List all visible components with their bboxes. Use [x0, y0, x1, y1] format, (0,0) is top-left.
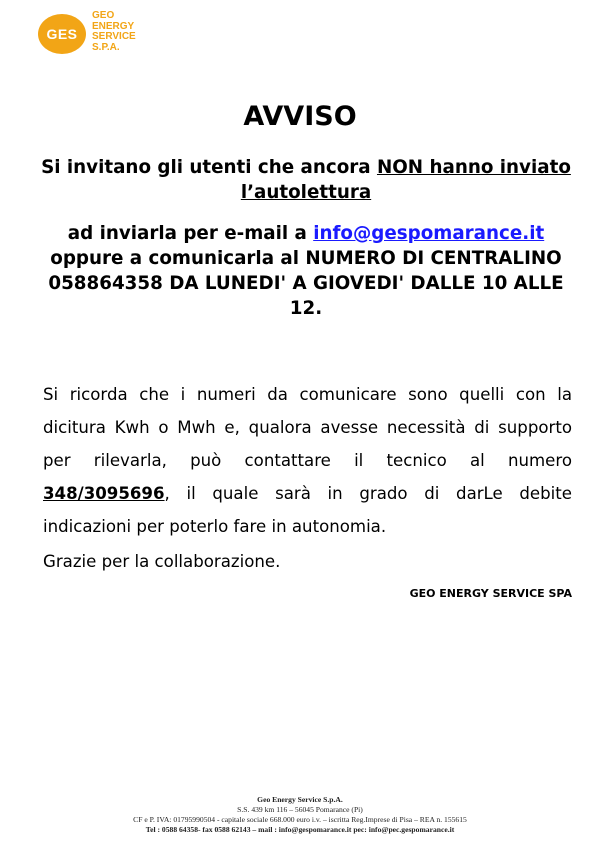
- instructions-text-before: ad inviarla per e-mail a: [67, 223, 314, 244]
- intro-text: Si invitano gli utenti che ancora: [41, 157, 377, 178]
- footer-address: S.S. 439 km 116 – 56045 Pomarance (Pi): [237, 805, 363, 814]
- footer: [0, 795, 600, 835]
- logo-line-2: ENERGY: [92, 20, 135, 32]
- company-logo: [38, 11, 158, 57]
- instructions-text-after: oppure a comunicarla al NUMERO DI CENTRALINO 058864358 DA LUNEDI' A GIOVEDI' DALLE 10 ALLE 12.: [48, 248, 564, 319]
- notice-instructions: [30, 221, 582, 321]
- reminder-text-before: Si ricorda che i numeri da comunicare sono quelli con la dicitura Kwh o Mwh e, qualora avesse necessità di supporto per rilevarla, può contattare il tecnico al numero: [43, 385, 572, 470]
- footer-fiscal: CF e P. IVA: 01795990504 - capitale sociale 668.000 euro i.v. – iscritta Reg.Imprese di Pisa – REA n. 155615: [133, 815, 467, 824]
- email-link[interactable]: info@gespomarance.it: [313, 223, 545, 244]
- logo-badge: GES: [38, 14, 86, 54]
- notice-intro: [30, 155, 582, 205]
- notice-title: AVVISO: [243, 101, 357, 132]
- footer-contacts: Tel : 0588 64358- fax 0588 62143 – mail : info@gespomarance.it pec: info@pec.gespomarance.it: [145, 825, 455, 834]
- intro-underlined-text: NON hanno inviato l’autolettura: [240, 157, 571, 203]
- logo-wordmark: [92, 11, 136, 53]
- footer-company: Geo Energy Service S.p.A.: [257, 795, 343, 804]
- signature: GEO ENERGY SERVICE SPA: [409, 587, 572, 600]
- logo-line-1: GEO: [92, 10, 115, 21]
- logo-line-4: S.P.A.: [92, 41, 120, 53]
- technician-phone: 348/3095696: [43, 484, 165, 503]
- thanks-line: Grazie per la collaborazione.: [43, 552, 281, 571]
- logo-line-3: SERVICE: [92, 31, 136, 42]
- reminder-paragraph: [43, 378, 572, 543]
- reminder-text-after: , il quale sarà in grado di darLe debite indicazioni per poterlo fare in autonomia.: [43, 484, 572, 536]
